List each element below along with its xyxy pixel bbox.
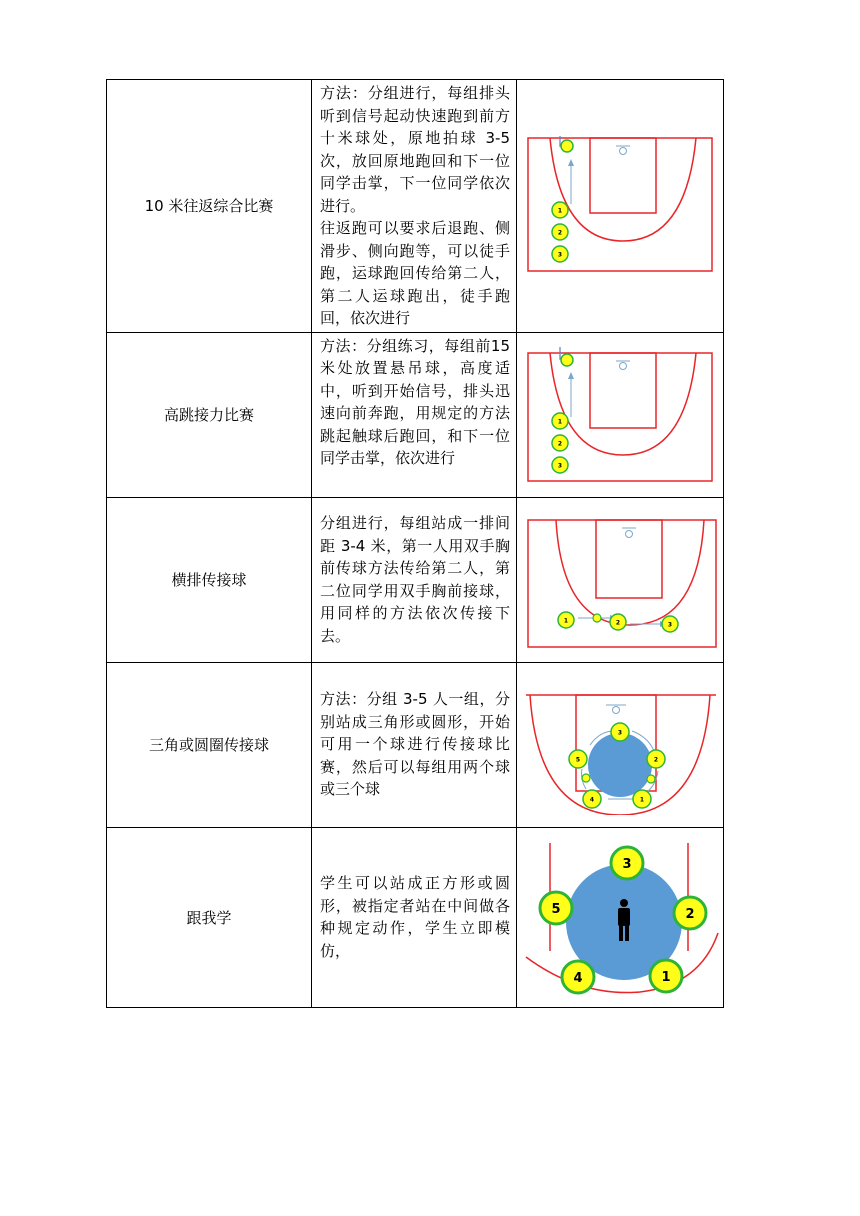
svg-text:1: 1 (661, 970, 671, 985)
svg-text:4: 4 (589, 796, 595, 803)
drill-name: 跟我学 (107, 827, 312, 1007)
drills-table (106, 79, 724, 1008)
table-row (107, 827, 724, 1007)
svg-text:2: 2 (557, 229, 563, 237)
drill-method (312, 662, 517, 827)
svg-text:5: 5 (551, 902, 561, 917)
method-paragraph: 学生可以站成正方形或圆形，被指定者站在中间做各种规定动作，学生立即模仿， (320, 874, 510, 960)
svg-text:1: 1 (557, 207, 563, 215)
player-4 (583, 790, 601, 808)
drill-name: 横排传接球 (107, 497, 312, 662)
table-row (107, 80, 724, 333)
player-1 (633, 790, 651, 808)
svg-text:1: 1 (557, 418, 563, 425)
drill-diagram (517, 497, 724, 662)
player-2 (647, 750, 665, 768)
player-3 (611, 723, 629, 741)
player-3 (552, 246, 568, 262)
svg-text:5: 5 (575, 756, 581, 763)
player-4 (562, 961, 594, 993)
hoop (620, 147, 627, 154)
drill-diagram (517, 332, 724, 497)
court-diagram (520, 510, 720, 650)
hoop (626, 530, 633, 537)
ball (582, 774, 590, 782)
svg-text:2: 2 (557, 440, 563, 447)
hoop (620, 362, 627, 369)
three-point-arc (550, 138, 696, 241)
svg-text:1: 1 (563, 617, 569, 624)
drill-method (312, 332, 517, 497)
method-paragraph: 分组进行，每组站成一排间距 3-4 米，第一人用双手胸前传球方法传给第二人，第二位同学用双手胸前接球，用同样的方法依次传接下去。 (320, 514, 510, 645)
table-row (107, 497, 724, 662)
svg-text:2: 2 (685, 907, 695, 922)
drill-method (312, 827, 517, 1007)
drill-name: 三角或圆圈传接球 (107, 662, 312, 827)
method-paragraph: 方法：分组进行，每组排头听到信号起动快速跑到前方十米球处，原地拍球 3-5 次，放回原地跑回和下一位同学击掌，下一位同学依次进行。 (320, 84, 510, 215)
arrow-head (568, 372, 574, 379)
player-1 (558, 612, 574, 628)
ball (593, 614, 601, 622)
court-diagram (520, 837, 720, 997)
ball (561, 140, 573, 152)
court-diagram (520, 675, 720, 815)
player-2 (552, 224, 568, 240)
drill-name: 10 米往返综合比赛 (107, 80, 312, 333)
player-1 (552, 202, 568, 218)
svg-text:3: 3 (667, 621, 673, 628)
svg-text:1: 1 (639, 796, 645, 803)
player-5 (569, 750, 587, 768)
player-2 (610, 614, 626, 630)
drill-diagram (517, 662, 724, 827)
player-1 (650, 960, 682, 992)
drill-name: 高跳接力比赛 (107, 332, 312, 497)
center-circle (588, 733, 652, 797)
player-3 (662, 616, 678, 632)
svg-text:4: 4 (573, 971, 583, 986)
svg-text:2: 2 (653, 756, 659, 763)
drill-diagram (517, 80, 724, 333)
player-2 (674, 897, 706, 929)
drill-method (312, 497, 517, 662)
table-row (107, 332, 724, 497)
svg-text:3: 3 (617, 729, 623, 736)
player-5 (540, 892, 572, 924)
player-3 (552, 457, 568, 473)
ball (647, 775, 655, 783)
svg-text:3: 3 (622, 857, 632, 872)
court-diagram (520, 136, 720, 276)
free-throw-lane (590, 353, 656, 428)
drill-method (312, 80, 517, 333)
method-paragraph: 方法：分组 3-5 人一组，分别站成三角形或圆形，开始可用一个球进行传接球比赛，然后可以每组用两个球或三个球 (320, 690, 510, 799)
free-throw-lane (596, 520, 662, 598)
table-row (107, 662, 724, 827)
player-2 (552, 435, 568, 451)
svg-text:2: 2 (615, 619, 621, 626)
player-1 (552, 413, 568, 429)
free-throw-lane (590, 138, 656, 213)
drill-diagram (517, 827, 724, 1007)
method-paragraph: 方法：分组练习，每组前15 米处放置悬吊球，高度适中，听到开始信号，排头迅速向前奔跑，用规定的方法跳起触球后跑回，和下一位同学击掌，依次进行 (320, 336, 510, 467)
court-diagram (520, 345, 720, 485)
hanging-ball (561, 354, 573, 366)
three-point-arc (550, 353, 696, 455)
svg-text:3: 3 (557, 251, 563, 259)
three-point-arc (556, 520, 704, 625)
player-3 (611, 847, 643, 879)
svg-text:3: 3 (557, 462, 563, 469)
method-paragraph: 往返跑可以要求后退跑、侧滑步、侧向跑等，可以徒手跑，运球跑回传给第二人，第二人运球跑出，徒手跑回，依次进行 (320, 219, 510, 327)
hoop (613, 706, 620, 713)
arrow-head (568, 159, 574, 166)
